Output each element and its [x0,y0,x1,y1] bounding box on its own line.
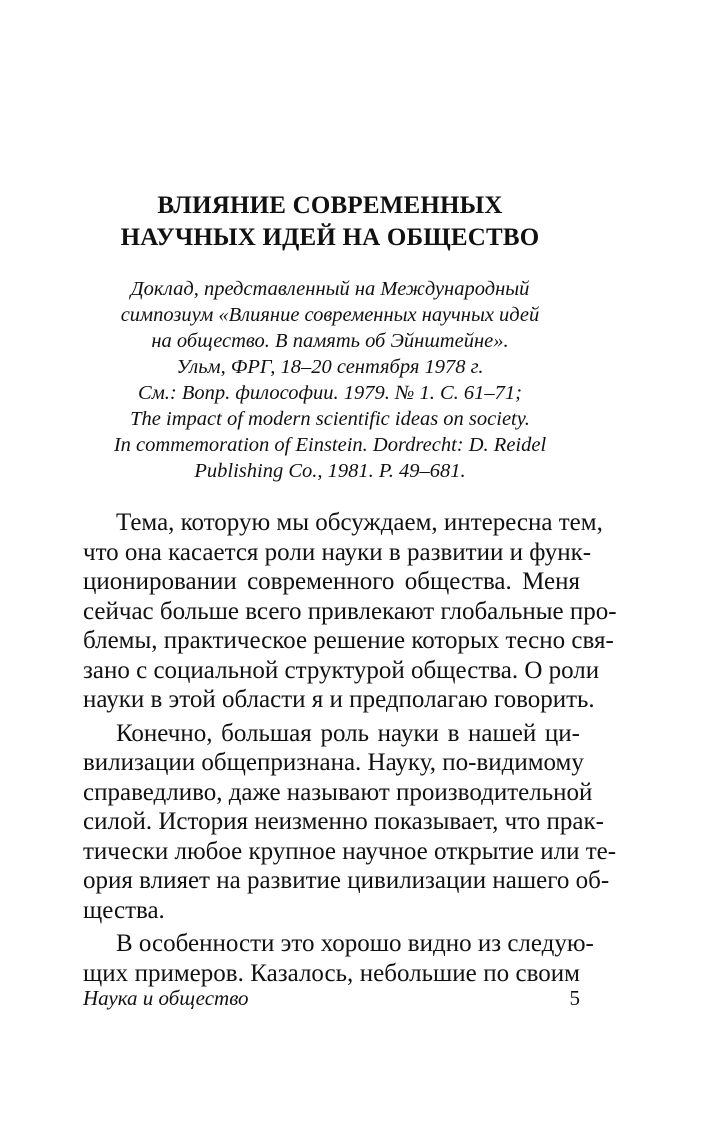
text-line: ория влияет на развитие цивилизации нашего об- [83,867,610,894]
source-note-line: симпозиум «Влияние современных научных идей [120,304,540,326]
running-footer-title: Наука и общество [83,986,249,1010]
text-line: сейчас больше всего привлекают глобальные про- [83,597,617,625]
text-line: Тема, которую мы обсуждаем, интересна тем, [116,509,603,536]
text-line: справедливо, даже называют производительной [83,778,593,806]
text-line: что она касается роли науки в развитии и функ- [83,538,592,566]
source-note-line: In commemoration of Einstein. Dordrecht: D. Reidel [113,434,547,456]
page-number: 5 [569,986,580,1010]
text-line: щих примеров. Казалось, небольшие по своим [83,959,580,987]
source-note-line: См.: Вопр. философии. 1979. № 1. С. 61–71; [138,382,522,404]
source-note [80,276,580,484]
source-note-line: на общество. В память об Эйнштейне». [151,330,509,352]
text-line: тически любое крупное научное открытие или те- [83,837,617,865]
paragraph [83,508,617,715]
body-text [83,508,617,988]
chapter-heading-line: НАУЧНЫХ ИДЕЙ НА ОБЩЕСТВО [120,224,540,251]
text-line: вилизации общепризнана. Науку, по-видимому [83,749,584,776]
text-line: науки в этой области я и предполагаю говорить. [83,686,595,713]
text-line: силой. История неизменно показывает, что прак- [83,808,604,835]
chapter-heading [80,190,580,254]
text-line: щества. [83,896,165,924]
text-line: блемы, практическое решение которых тесно свя- [83,627,614,654]
text-line: Конечно, большая роль науки в нашей ци- [116,719,580,747]
text-line: В особенности это хорошо видно из следую- [116,930,594,957]
text-line: зано с социальной структурой общества. О роли [83,656,600,684]
paragraph [83,719,617,926]
source-note-line: Publishing Co., 1981. P. 49–681. [194,460,466,482]
paragraph [83,929,594,988]
source-note-line: Ульм, ФРГ, 18–20 сентября 1978 г. [176,356,484,378]
source-note-line: Доклад, представленный на Международный [130,278,530,300]
source-note-line: The impact of modern scientific ideas on society. [130,408,530,430]
text-line: ционировании современного общества. Меня [83,568,580,595]
chapter-heading-line: ВЛИЯНИЕ СОВРЕМЕННЫХ [157,192,503,219]
